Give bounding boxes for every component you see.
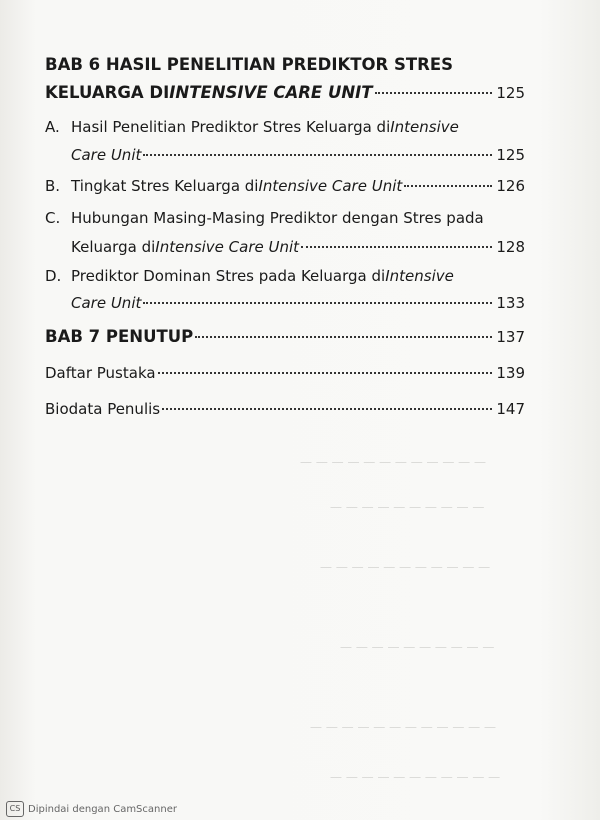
dot-leader xyxy=(158,372,493,374)
toc-entry-6d-line1[interactable]: D. Prediktor Dominan Stres pada Keluarga di Intensive xyxy=(45,267,454,285)
scanner-watermark xyxy=(6,801,177,817)
chapter-7-title[interactable]: BAB 7 PENUTUP 137 xyxy=(45,327,525,346)
dot-leader xyxy=(162,408,492,410)
page-number: 128 xyxy=(496,238,525,256)
toc-entry-daftar-pustaka[interactable]: Daftar Pustaka 139 xyxy=(45,364,525,382)
toc-entry-biodata-penulis[interactable]: Biodata Penulis 147 xyxy=(45,400,525,418)
dot-leader xyxy=(143,302,492,304)
toc-entry-6b[interactable]: B. Tingkat Stres Keluarga di Intensive Care Unit 126 xyxy=(45,177,525,195)
show-through-line: — — — — — — — — — — xyxy=(330,500,485,514)
dot-leader xyxy=(404,185,492,187)
dot-leader xyxy=(301,246,492,248)
page-number: 147 xyxy=(496,400,525,418)
show-through-line: — — — — — — — — — — xyxy=(340,640,495,654)
toc-entry-6a-line1[interactable]: A. Hasil Penelitian Prediktor Stres Keluarga di Intensive xyxy=(45,118,459,136)
chapter-6-title-line1[interactable] xyxy=(45,55,525,75)
chapter-6-title-line2[interactable]: KELUARGA DI INTENSIVE CARE UNIT 125 xyxy=(45,83,525,102)
show-through-line: — — — — — — — — — — — xyxy=(330,770,501,784)
toc-entry-6d-line2[interactable]: Care Unit 133 xyxy=(71,294,525,312)
page-number: 125 xyxy=(496,146,525,164)
dot-leader xyxy=(195,336,492,338)
page-number: 133 xyxy=(496,294,525,312)
watermark-text: Dipindai dengan CamScanner xyxy=(28,803,177,815)
page-number: 125 xyxy=(496,84,525,102)
dot-leader xyxy=(375,92,493,94)
show-through-line: — — — — — — — — — — — — xyxy=(300,455,486,469)
toc-entry-6c-line2[interactable]: Keluarga di Intensive Care Unit 128 xyxy=(71,238,525,256)
camscanner-logo-icon: CS xyxy=(6,801,24,817)
page-number: 126 xyxy=(496,177,525,195)
page-number: 139 xyxy=(496,364,525,382)
show-through-line: — — — — — — — — — — — — xyxy=(310,720,496,734)
dot-leader xyxy=(143,154,492,156)
page-number: 137 xyxy=(496,328,525,346)
chapter-6-title: BAB 6 HASIL PENELITIAN PREDIKTOR STRES xyxy=(45,55,453,74)
show-through-line: — — — — — — — — — — — xyxy=(320,560,491,574)
toc-entry-6a-line2[interactable]: Care Unit 125 xyxy=(71,146,525,164)
toc-entry-6c-line1[interactable]: C. Hubungan Masing-Masing Prediktor dengan Stres pada xyxy=(45,209,484,227)
